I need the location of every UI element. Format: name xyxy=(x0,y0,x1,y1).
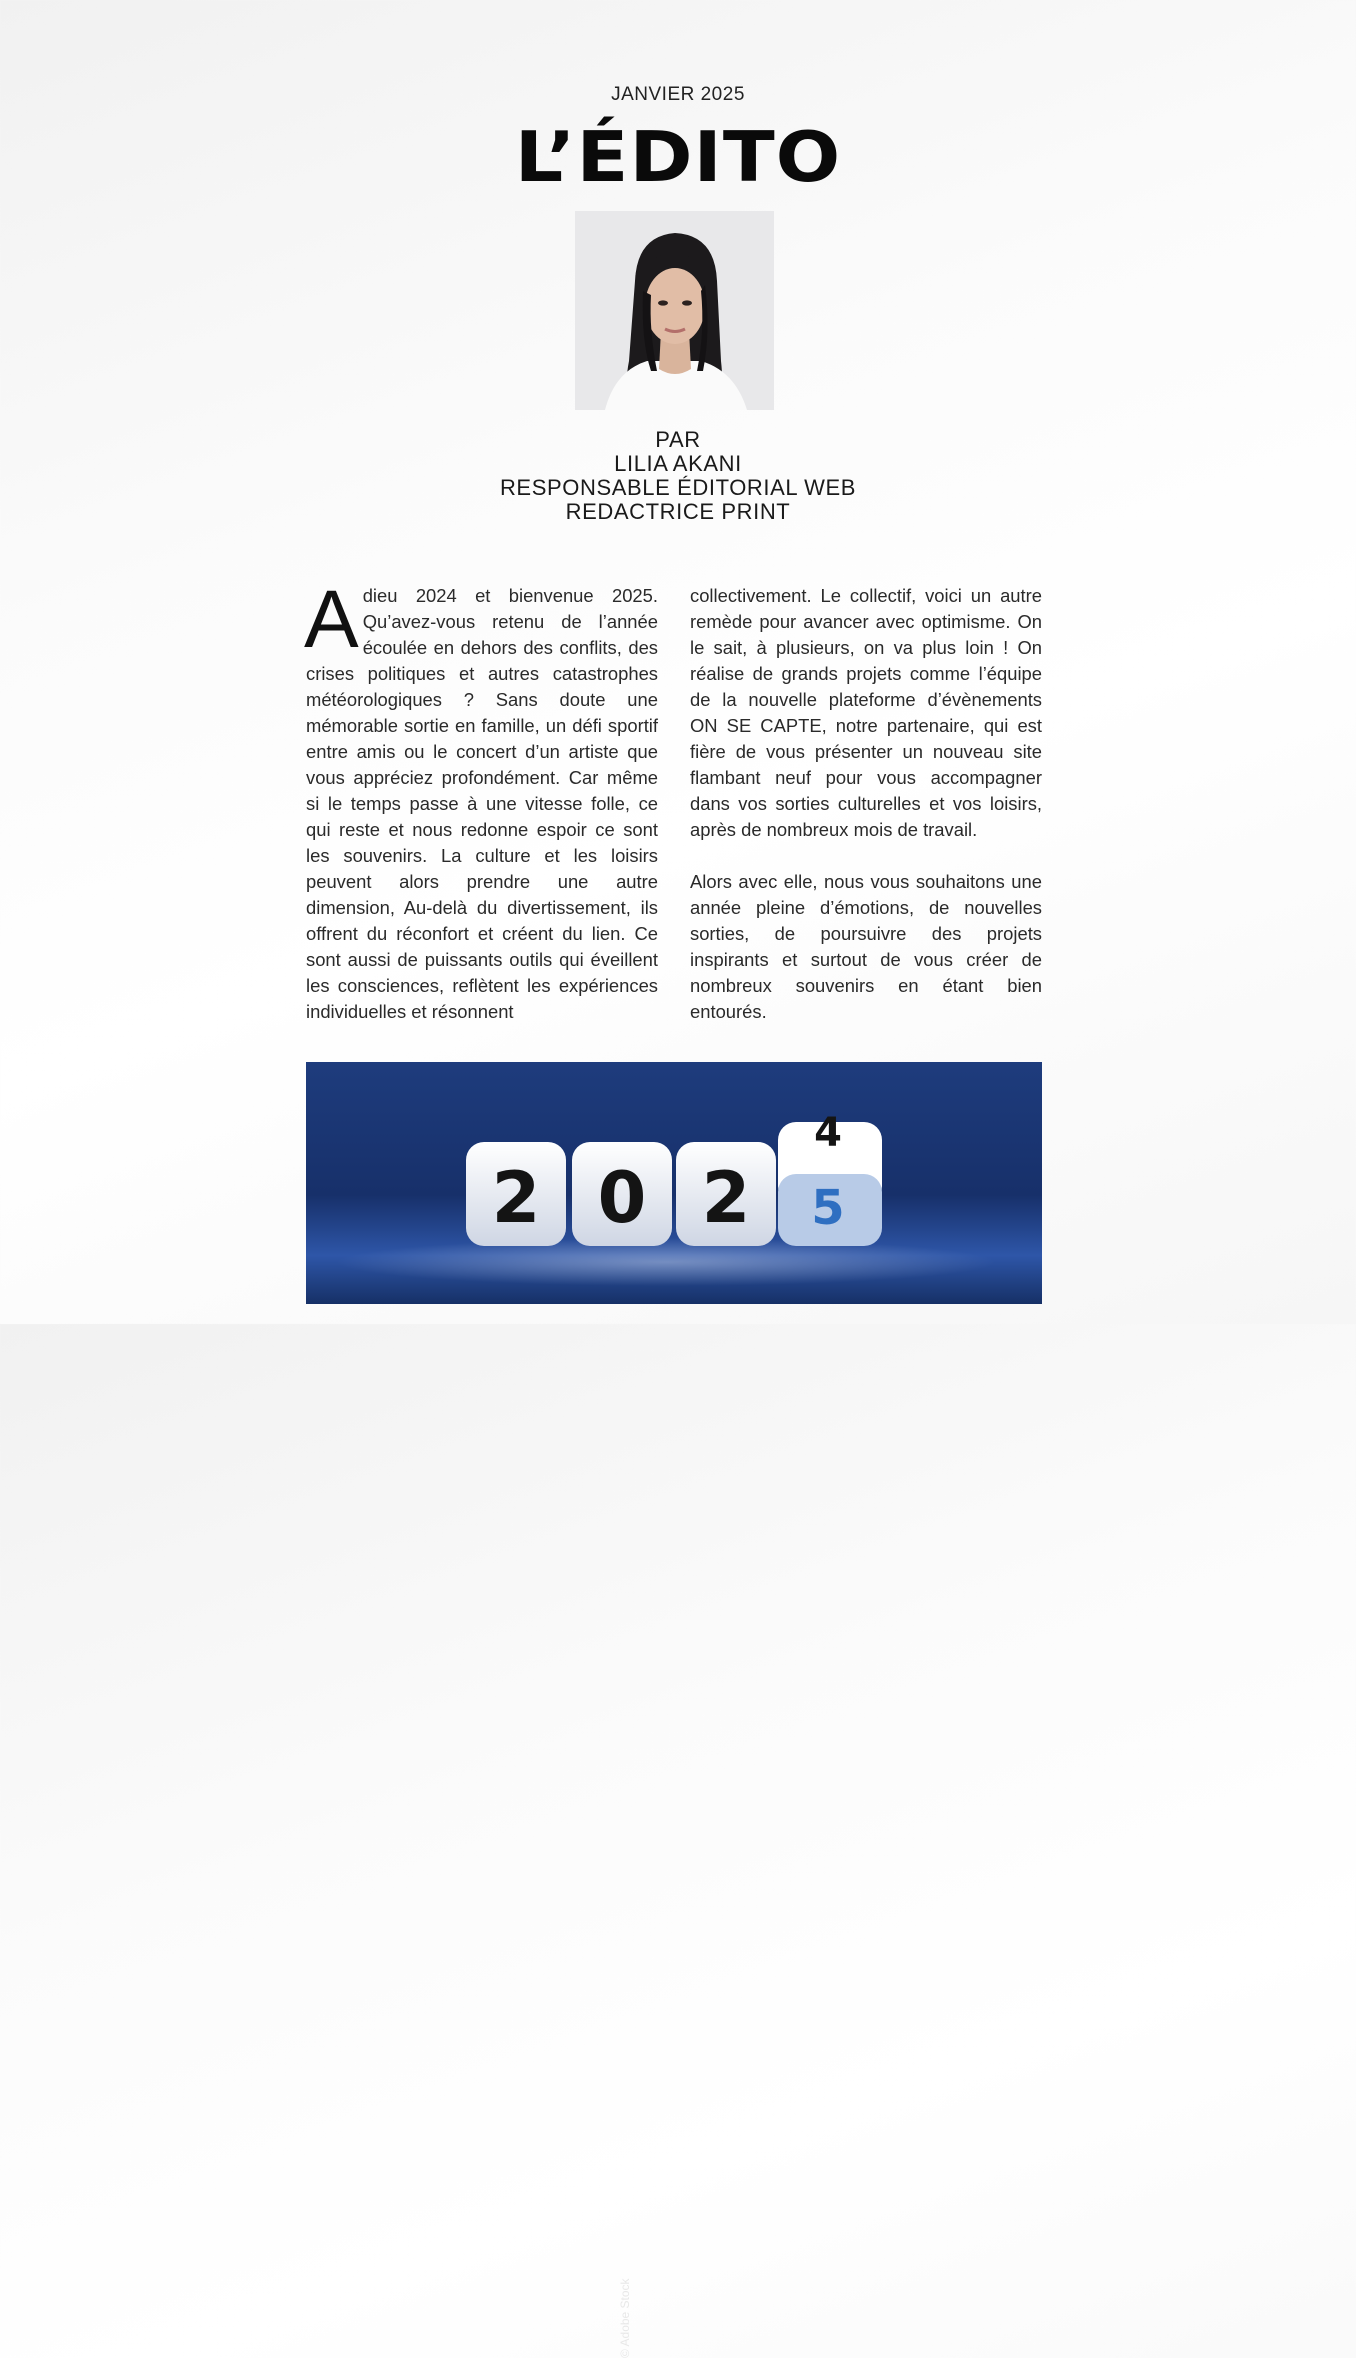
die-digit: 0 xyxy=(597,1157,647,1239)
page-title: L’ÉDITO xyxy=(514,115,842,198)
issue-date: JANVIER 2025 xyxy=(611,84,745,105)
die-digit-front: 5 xyxy=(811,1180,845,1236)
article-paragraph: Alors avec elle, nous vous souhaitons une année pleine d’émotions, de nouvelles sorties, de poursuivre des projets inspirants et surtout de vous créer de nombreux souvenirs en étant bien entourés. xyxy=(690,871,1042,1022)
article-text: dieu 2024 et bienvenue 2025. Qu’avez-vous retenu de l’année écoulée en dehors des conflits, des crises politiques et autres catastrophes météorologiques ? Sans doute une mémorable sortie en famille, un défi sportif entre amis ou le concert d’un artiste que vous appréciez profondément. Car même si le temps passe à une vitesse folle, ce qui reste et nous redonne espoir ce sont les souvenirs. La culture et les loisirs peuvent alors prendre une autre dimension, Au-delà du divertissement, ils offrent du réconfort et créent du lien. Ce sont aussi de puissants outils qui éveillent les consciences, reflètent les expériences individuelles et résonnent xyxy=(306,585,658,1022)
byline-prefix: PAR xyxy=(655,427,701,452)
new-year-dice-photo xyxy=(306,1062,1042,2358)
author-byline xyxy=(0,428,1356,524)
die-digit-top: 4 xyxy=(814,1110,842,1156)
die-digit: 2 xyxy=(701,1157,751,1239)
article-paragraph xyxy=(304,574,658,1025)
author-role-print: REDACTRICE PRINT xyxy=(565,499,791,524)
photo-credit: © Adobe Stock xyxy=(618,2278,632,2358)
article-column-right xyxy=(690,583,1042,1025)
drop-cap: A xyxy=(304,574,359,665)
author-portrait-illustration xyxy=(575,211,774,410)
die-digit: 2 xyxy=(491,1157,541,1239)
article-paragraph: collectivement. Le collectif, voici un autre remède pour avancer avec optimisme. On le sait, à plusieurs, on va plus loin ! On réalise de grands projets comme l’équipe de la nouvelle plateforme d’évènements ON SE CAPTE, notre partenaire, qui est fière de vous présenter un nouveau site flambant neuf pour vous accompagner dans vos sorties culturelles et vos loisirs, après de nombreux mois de travail. xyxy=(690,585,1042,840)
article-body xyxy=(304,574,1042,1025)
author-name: LILIA AKANI xyxy=(614,451,742,476)
author-role-web: RESPONSABLE ÉDITORIAL WEB xyxy=(499,475,857,500)
author-portrait xyxy=(575,211,774,410)
dice-illustration xyxy=(306,1062,1042,1304)
article-column-left xyxy=(304,574,658,1025)
